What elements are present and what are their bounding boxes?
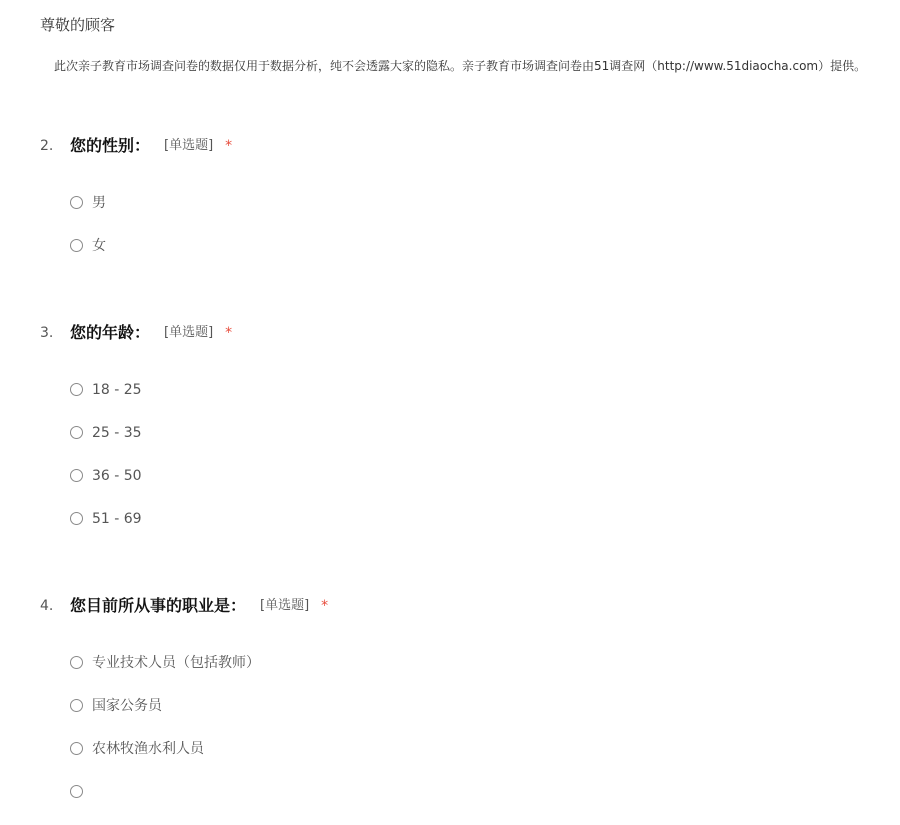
option-civil-servant[interactable] bbox=[70, 696, 260, 739]
option-professional[interactable] bbox=[70, 653, 260, 696]
question-age bbox=[40, 321, 880, 527]
required-marker: * bbox=[321, 598, 329, 614]
option-age-51-69[interactable] bbox=[70, 509, 142, 552]
radio-button[interactable] bbox=[70, 785, 83, 798]
radio-button[interactable] bbox=[70, 512, 83, 525]
question-number: 3. bbox=[40, 325, 54, 341]
question-title: 您目前所从事的职业是： bbox=[70, 596, 247, 615]
option-label[interactable]: 女 bbox=[92, 238, 106, 254]
option-age-18-25[interactable] bbox=[70, 380, 142, 423]
question-type-tag: [单选题] bbox=[164, 325, 214, 340]
required-marker: * bbox=[225, 138, 233, 154]
survey-intro: 此次亲子教育市场调查问卷的数据仅用于数据分析，纯不会透露大家的隐私。亲子教育市场调查问卷由51调查网（http://www.51diaocha.com）提供。 bbox=[54, 59, 867, 73]
option-label[interactable]: 农林牧渔水利人员 bbox=[92, 741, 204, 757]
option-agriculture[interactable] bbox=[70, 739, 260, 782]
greeting-title: 尊敬的顾客 bbox=[40, 16, 116, 34]
option-male[interactable] bbox=[70, 193, 106, 236]
question-header bbox=[40, 321, 880, 345]
option-label[interactable]: 男 bbox=[92, 195, 106, 211]
radio-button[interactable] bbox=[70, 196, 83, 209]
option-label[interactable]: 18 - 25 bbox=[92, 382, 142, 398]
option-list bbox=[70, 193, 106, 279]
question-occupation bbox=[40, 594, 880, 757]
option-age-36-50[interactable] bbox=[70, 466, 142, 509]
question-title: 您的年龄： bbox=[70, 323, 151, 342]
question-header bbox=[40, 594, 880, 618]
option-female[interactable] bbox=[70, 236, 106, 279]
question-header bbox=[40, 134, 880, 158]
option-label[interactable]: 25 - 35 bbox=[92, 425, 142, 441]
question-type-tag: [单选题] bbox=[260, 598, 310, 613]
radio-button[interactable] bbox=[70, 239, 83, 252]
radio-button[interactable] bbox=[70, 656, 83, 669]
required-marker: * bbox=[225, 325, 233, 341]
radio-button[interactable] bbox=[70, 699, 83, 712]
radio-button[interactable] bbox=[70, 383, 83, 396]
option-label[interactable]: 36 - 50 bbox=[92, 468, 142, 484]
option-list bbox=[70, 380, 142, 552]
question-number: 2. bbox=[40, 138, 54, 154]
option-list bbox=[70, 653, 260, 825]
question-gender bbox=[40, 134, 880, 254]
radio-button[interactable] bbox=[70, 426, 83, 439]
option-partial[interactable] bbox=[70, 782, 260, 825]
option-label[interactable]: 51 - 69 bbox=[92, 511, 142, 527]
option-age-25-35[interactable] bbox=[70, 423, 142, 466]
radio-button[interactable] bbox=[70, 742, 83, 755]
option-label[interactable]: 国家公务员 bbox=[92, 698, 162, 714]
question-title: 您的性别： bbox=[70, 136, 151, 155]
question-type-tag: [单选题] bbox=[164, 138, 214, 153]
option-label[interactable]: 专业技术人员（包括教师） bbox=[92, 655, 260, 671]
question-number: 4. bbox=[40, 598, 54, 614]
radio-button[interactable] bbox=[70, 469, 83, 482]
